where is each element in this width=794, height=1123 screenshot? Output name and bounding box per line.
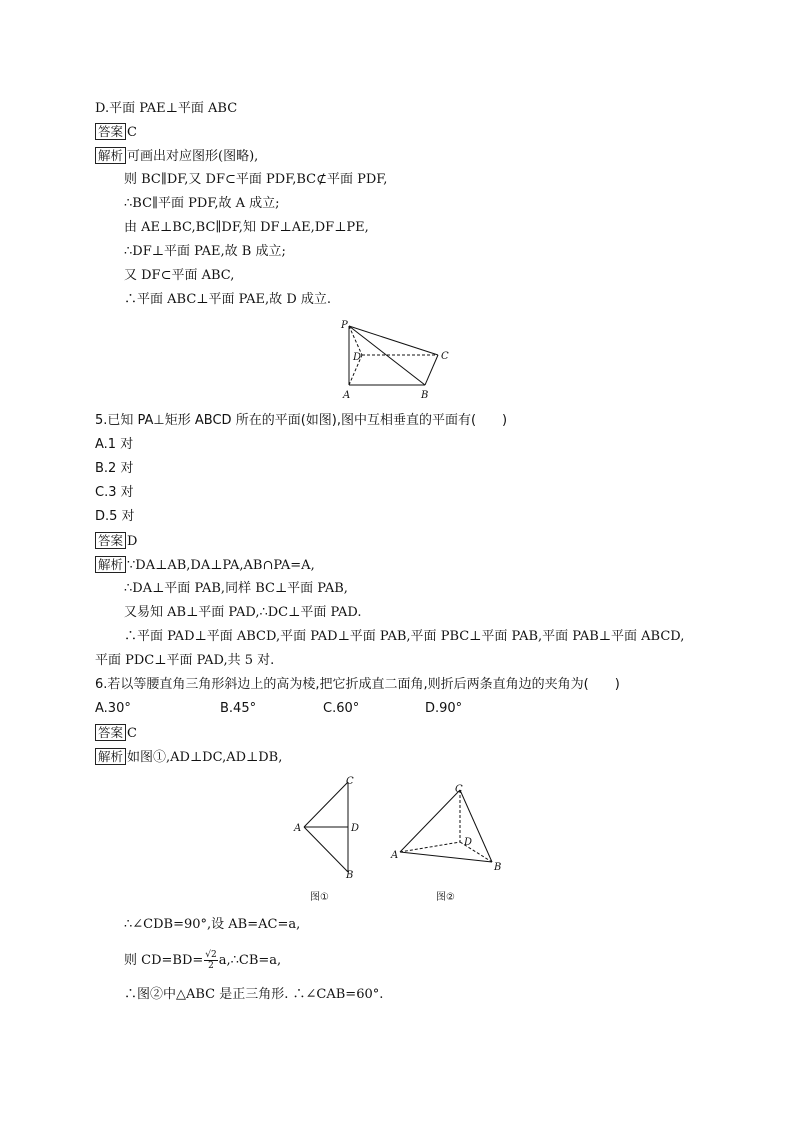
label-b: B: [346, 870, 354, 881]
figure-1-caption: 图①: [310, 892, 329, 903]
q5-analysis-line: ∵DA⊥AB,DA⊥PA,AB∩PA=A,: [127, 558, 315, 573]
q6-analysis-line: 如图①,AD⊥DC,AD⊥DB,: [127, 750, 283, 765]
fraction: [204, 950, 217, 971]
q5-analysis-line: 又易知 AB⊥平面 PAD,∴DC⊥平面 PAD.: [124, 605, 362, 620]
edge-ad: [400, 842, 460, 852]
edge-pd: [349, 326, 362, 355]
q6-option-d: D.90°: [425, 701, 463, 716]
q5-option-b: B.2 对: [95, 461, 134, 476]
label-a: A: [343, 390, 351, 401]
label-c: C: [441, 351, 449, 362]
label-c: C: [346, 776, 354, 787]
q5-answer-row: [95, 532, 137, 551]
q5-option-d: D.5 对: [95, 509, 135, 524]
figure-2: [388, 780, 518, 907]
q4-analysis-line: 则 BC∥DF,又 DF⊂平面 PDF,BC⊄平面 PDF,: [124, 172, 388, 187]
q6-line3-suffix: a,∴CB=a,: [218, 953, 282, 968]
label-d: D: [351, 823, 360, 834]
q4-analysis-line: ∴平面 ABC⊥平面 PAE,故 D 成立.: [124, 292, 332, 307]
q4-analysis-line: 可画出对应图形(图略),: [127, 149, 259, 164]
figure-1: [288, 772, 368, 907]
label-p: P: [341, 320, 348, 331]
q6-analysis-row: [95, 748, 282, 767]
analysis-tag: 解析: [95, 556, 126, 573]
pyramid-figure: [335, 318, 465, 402]
q6-answer-row: [95, 724, 137, 743]
q6-line3-prefix: 则 CD=BD=: [124, 953, 204, 968]
q4-analysis-line: ∴BC∥平面 PDF,故 A 成立;: [124, 196, 280, 211]
label-d: D: [464, 837, 473, 848]
q5-stem: 5.已知 PA⊥矩形 ABCD 所在的平面(如图),图中互相垂直的平面有( ): [95, 413, 508, 428]
q6-option-b: B.45°: [220, 701, 257, 716]
q5-option-c: C.3 对: [95, 485, 134, 500]
q6-analysis-line-fraction: [124, 950, 281, 971]
q6-analysis-line: ∴∠CDB=90°,设 AB=AC=a,: [124, 917, 301, 932]
label-c: C: [455, 784, 463, 795]
q5-analysis-row: [95, 556, 315, 575]
label-b: B: [421, 390, 429, 401]
q5-analysis-line: ∴平面 PAD⊥平面 ABCD,平面 PAD⊥平面 PAB,平面 PBC⊥平面 PAB,平面 PAB⊥平面 ABCD,: [124, 629, 685, 644]
label-a: A: [391, 850, 399, 861]
q6-answer: C: [127, 726, 137, 741]
q4-analysis-line: 由 AE⊥BC,BC∥DF,知 DF⊥AE,DF⊥PE,: [124, 220, 369, 235]
q6-analysis-line: ∴图②中△ABC 是正三角形. ∴∠CAB=60°.: [124, 987, 384, 1002]
q4-analysis-line: ∴DF⊥平面 PAE,故 B 成立;: [124, 244, 286, 259]
analysis-tag: 解析: [95, 147, 126, 164]
q6-stem: 6.若以等腰直角三角形斜边上的高为棱,把它折成直二面角,则折后两条直角边的夹角为( ): [95, 677, 620, 692]
label-a: A: [294, 823, 302, 834]
edge-cb: [460, 790, 492, 862]
q5-analysis-line: ∴DA⊥平面 PAB,同样 BC⊥平面 PAB,: [124, 581, 348, 596]
q4-option-d: D.平面 PAE⊥平面 ABC: [95, 101, 238, 116]
q4-analysis-line: 又 DF⊂平面 ABC,: [124, 268, 235, 283]
edge-bc: [425, 355, 438, 385]
q6-option-c: C.60°: [323, 701, 360, 716]
analysis-tag: 解析: [95, 748, 126, 765]
answer-tag: 答案: [95, 532, 126, 549]
fraction-denominator: 2: [208, 961, 214, 971]
segment-ac: [304, 782, 348, 827]
q5-analysis-line: 平面 PDC⊥平面 PAD,共 5 对.: [95, 653, 275, 668]
q5-answer: D: [127, 534, 138, 549]
q5-option-a: A.1 对: [95, 437, 134, 452]
q4-answer-row: [95, 123, 137, 142]
answer-tag: 答案: [95, 724, 126, 741]
label-b: B: [494, 862, 502, 873]
q6-option-a: A.30°: [95, 701, 131, 716]
answer-tag: 答案: [95, 123, 126, 140]
segment-ab: [304, 827, 348, 872]
figure-2-caption: 图②: [436, 892, 455, 903]
label-d: D: [353, 352, 362, 363]
edge-ac: [400, 790, 460, 852]
edge-pc: [349, 326, 438, 355]
q4-answer: C: [127, 125, 137, 140]
fraction-numerator: √2: [205, 950, 217, 960]
q4-analysis-row: [95, 147, 258, 166]
